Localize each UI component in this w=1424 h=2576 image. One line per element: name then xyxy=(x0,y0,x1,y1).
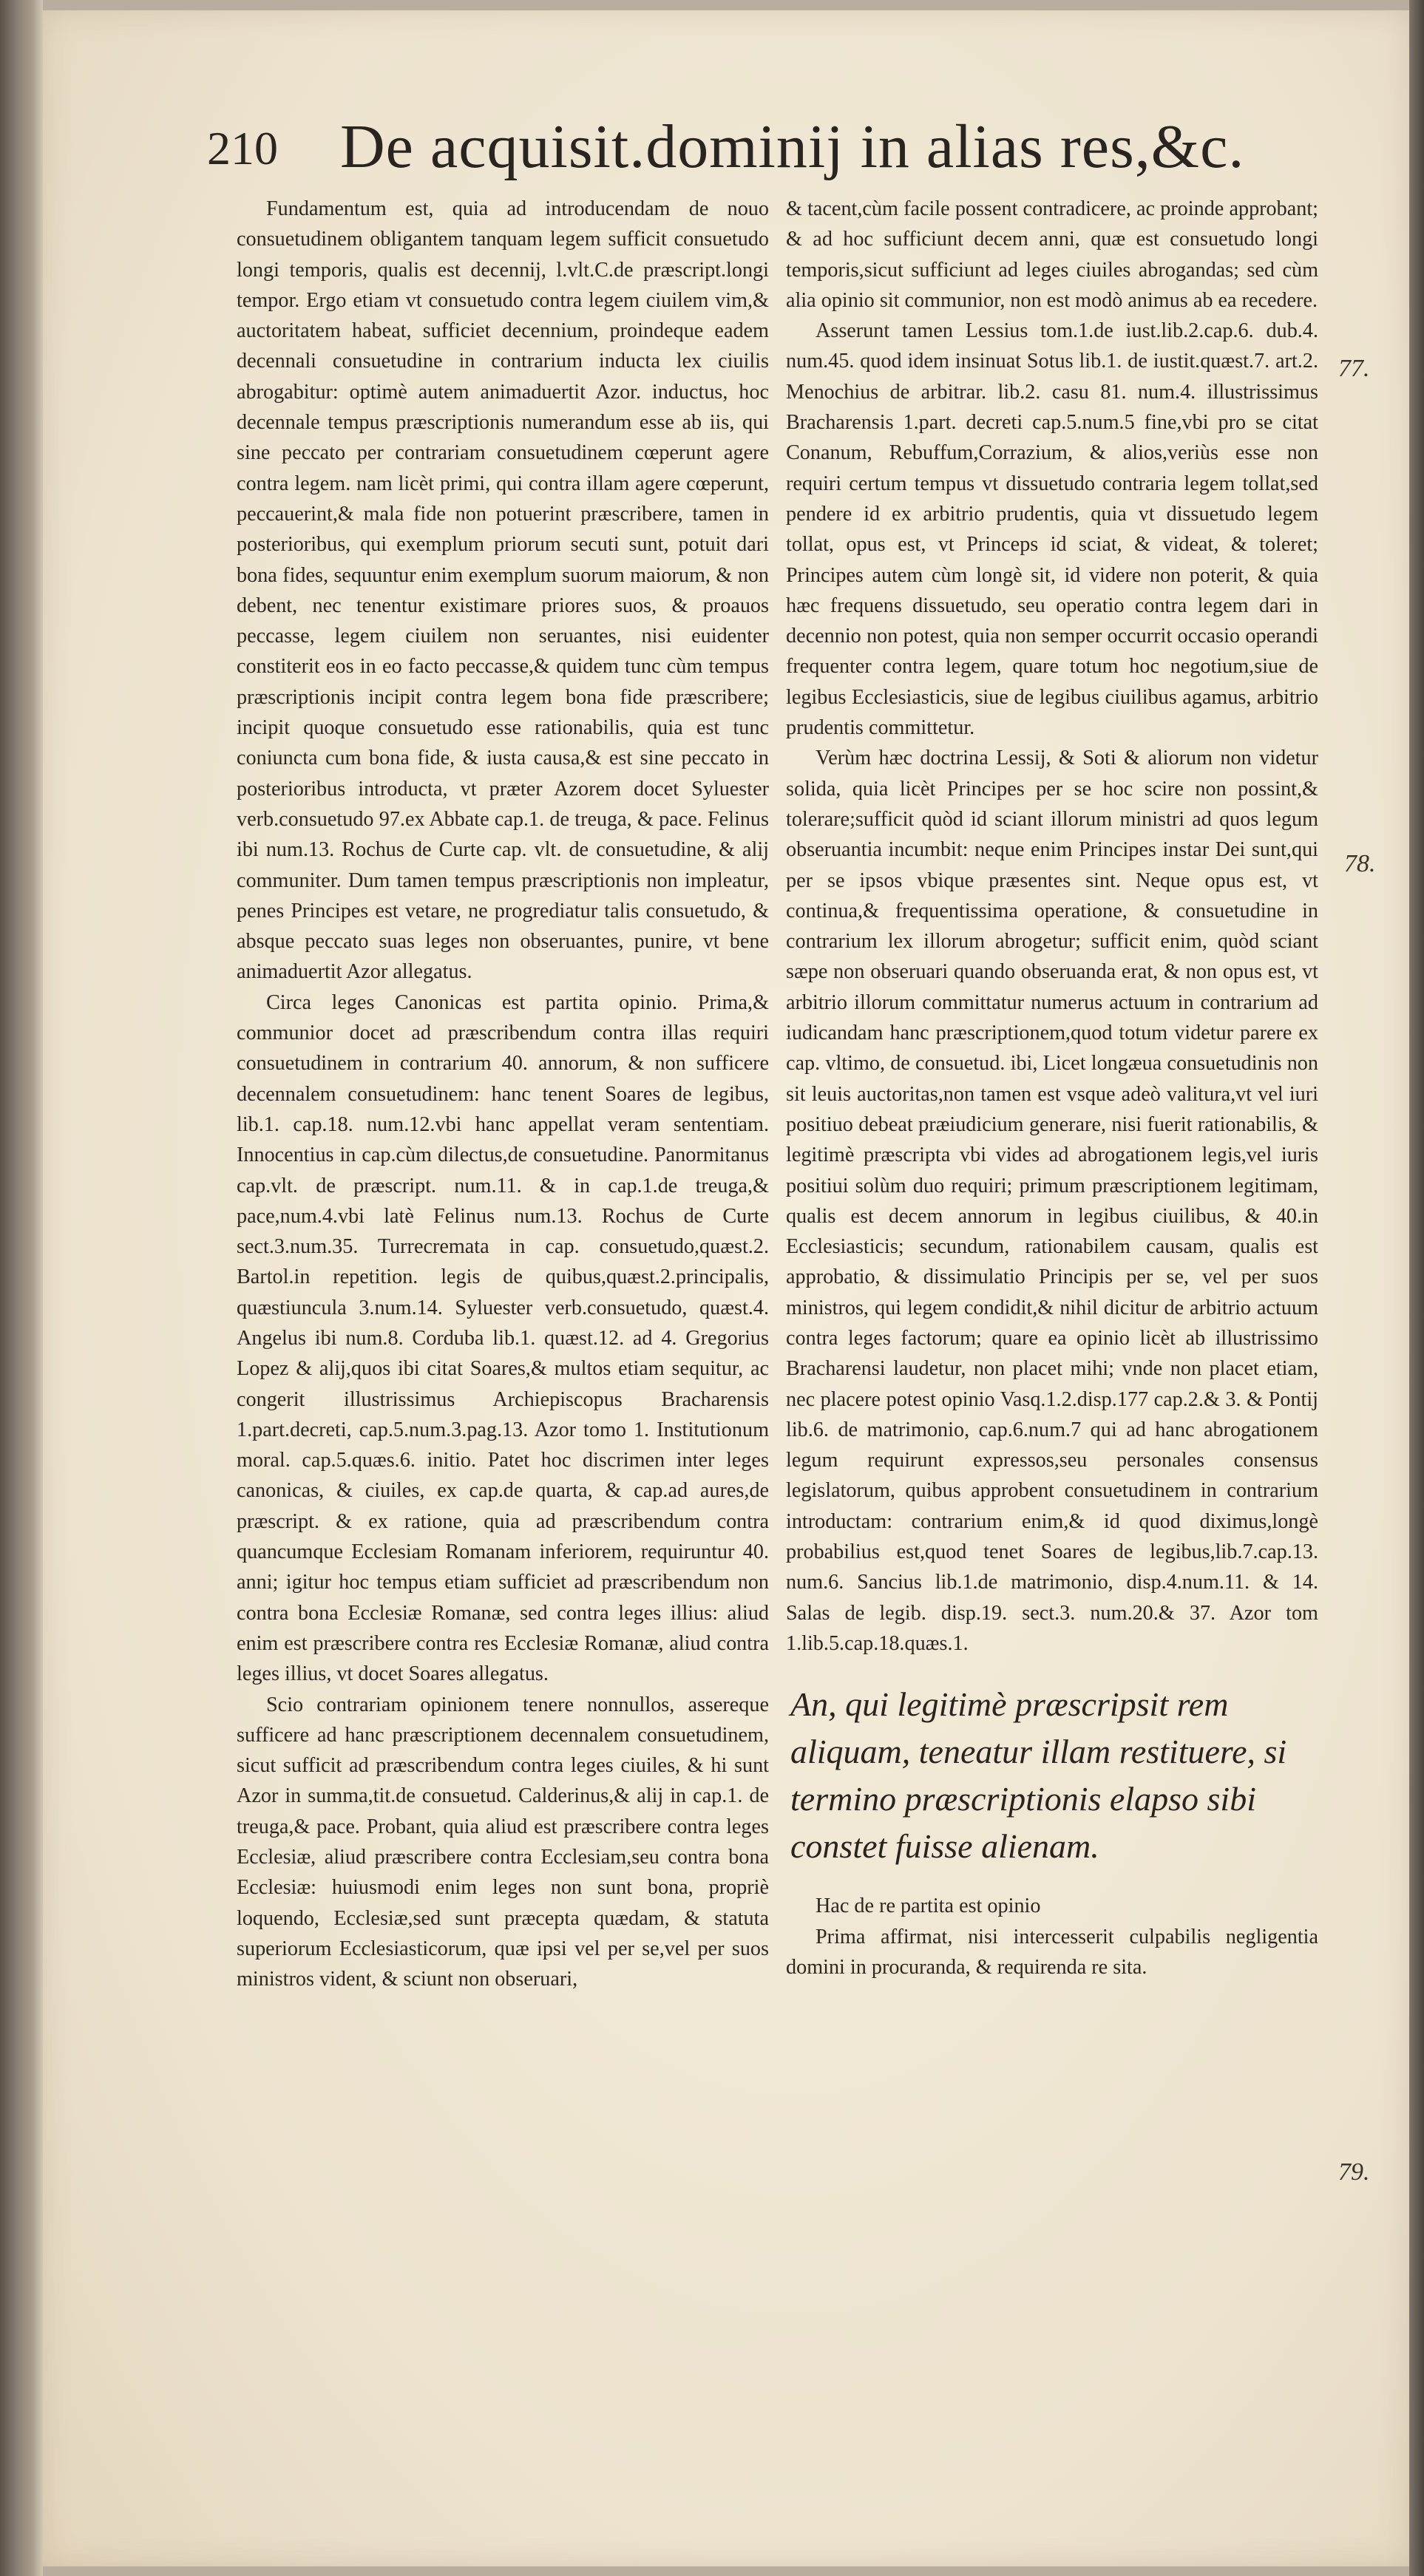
paragraph: Fundamentum est, quia ad introducendam de nouo consuetudinem obligantem tanquam legem sufficit consuetudo longi temporis, qualis est decennij, l.vlt.C.de præscript.longi tempor. Ergo etiam vt consuetudo contra legem ciuilem vim,& auctoritatem habeat, sufficiet decennium, proindeque eadem decennali consuetudine in contrarium inducta lex ciuilis abrogabitur: optimè autem animaduertit Azor. inductus, hoc decennale tempus præscriptionis numerandum esse ab iis, qui sine peccato per contrariam consuetudinem cœperunt agere contra legem. nam licèt primi, qui contra illam agere cœperunt, peccauerint,& mala fide non potuerint præscribere, tamen in posterioribus, qui exemplum priorum secuti sunt, potuit dari bona fides, sequuntur enim exemplum suorum maiorum, & non debent, nec tenentur existimare priores suos, & proauos peccasse, legem ciuilem non seruantes, nisi euidenter constiterit eos in eo facto peccasse,& quidem tunc cùm tempus præscriptionis incipit contra legem bona fide præscribere; incipit quoque consuetudo esse rationabilis, quia est tunc coniuncta cum bona fide, & iusta causa,& est sine peccato in posterioribus introducta, vt præter Azorem docet Syluester verb.consuetudo 97.ex Abbate cap.1. de treuga, & pace. Felinus ibi num.13. Rochus de Curte cap. vlt. de consuetudine, & alij communiter. Dum tamen tempus præscriptionis non impleatur, penes Principes est vetare, ne progrediatur talis consuetudo, & absque peccato suas leges non obseruantes, punire, vt bene animaduertit Azor allegatus. xyxy=(237,197,769,984)
right-column xyxy=(786,194,1318,1982)
book-gutter xyxy=(0,0,43,2576)
paragraph: Prima affirmat, nisi intercesserit culpabilis negligentia domini in procuranda, & requirenda re sita. xyxy=(786,1925,1318,1979)
margin-number: 78. xyxy=(1344,850,1376,877)
page-number: 210 xyxy=(207,122,278,174)
paragraph: Hac de re partita est opinio xyxy=(816,1894,1041,1918)
section-heading: An, qui legitimè præscripsit rem aliquam, teneatur illam restituere, si termino præscriptionis elapso sibi constet fuisse alienam. xyxy=(790,1685,1287,1866)
margin-number: 79. xyxy=(1338,2158,1370,2186)
page-header xyxy=(207,111,1245,192)
paragraph: Scio contrariam opinionem tenere nonnullos, assereque sufficere ad hanc præscriptionem decennalem consuetudinem, sicut sufficit ad præscribendum contra leges ciuiles, & hi sunt Azor in summa,tit.de consuetud. Calderinus,& alij in cap.1. de treuga,& pace. Probant, quia aliud est præscribere contra leges Ecclesiæ, aliud præscribere contra Ecclesiam,seu contra bona Ecclesiæ: huiusmodi enim leges non sunt bona, propriè loquendo, Ecclesiæ,sed sunt præcepta quædam, & statuta superiorum Ecclesiasticorum, quæ ipsi vel per se,vel per suos ministros vident, & sciunt non obseruari, xyxy=(237,1693,769,1991)
paragraph: Circa leges Canonicas est partita opinio. Prima,& communior docet ad præscribendum contra illas requiri consuetudinem in contrarium 40. annorum, & non sufficere decennalem consuetudinem: hanc tenent Soares de legibus, lib.1. cap.18. num.12.vbi hanc appellat veram sententiam. Innocentius in cap.cùm dilectus,de consuetudine. Panormitanus cap.vlt. de præscript. num.11. & in cap.1.de treuga,& pace,num.4.vbi latè Felinus num.13. Rochus de Curte sect.3.num.35. Turrecremata in cap. consuetudo,quæst.2. Bartol.in repetition. legis de quibus,quæst.2.principalis, quæstiuncula 3.num.14. Syluester verb.consuetudo, quæst.4. Angelus ibi num.8. Corduba lib.1. quæst.12. ad 4. Gregorius Lopez & alij,quos ibi citat Soares,& multos etiam sequitur, ac congerit illustrissimus Archiepiscopus Bracharensis 1.part.decreti, cap.5.num.3.pag.13. Azor tomo 1. Institutionum moral. cap.5.quæs.6. initio. Patet hoc discrimen inter leges canonicas, & ciuiles, ex cap.de quarta, & cap.ad aures,de præscript. & ex ratione, quia ad præscribendum contra quancumque Ecclesiam Romanam inferiorem, requiruntur 40. anni; igitur hoc tempus etiam sufficiet ad præscribendum non contra bona Ecclesiæ Romanæ, sed contra leges illius: aliud enim est præscribere contra res Ecclesiæ Romanæ, aliud contra leges illius, vt docet Soares allegatus. xyxy=(237,990,769,1686)
page-edge-right xyxy=(1409,0,1424,2576)
paragraph: Asserunt tamen Lessius tom.1.de iust.lib.2.cap.6. dub.4. num.45. quod idem insinuat Sotus lib.1. de iustit.quæst.7. art.2. Menochius de arbitrar. lib.2. casu 81. num.4. illustrissimus Bracharensis 1.part. decreti cap.5.num.5 fine,vbi pro se citat Conanum, Rebuffum,Corrazium, & alios,veriùs esse non requiri certum tempus vt dissuetudo contraria legem tollat,sed pendere id ex arbitrio prudentis, quia vt dissuetudo legem tollat, opus est, vt Princeps id sciat, & videat, & toleret; Principes autem cùm longè sit, id videre non poterit, & quia hæc frequens dissuetudo, seu operatio contra legem dari in decennio non potest, quia non semper occurrit occasio operandi frequenter contra legem, quare totum hoc negotium,siue de legibus Ecclesiasticis, siue de legibus ciuilibus agamus, arbitrio prudentis committetur. xyxy=(786,319,1318,740)
running-head: De acquisit.dominij in alias res,&c. xyxy=(340,112,1245,181)
paragraph: & tacent,cùm facile possent contradicere, ac proinde approbant; & ad hoc sufficiunt decem anni, quæ est consuetudo longi temporis,sicut sufficiunt ad leges ciuiles abrogandas; sed cùm alia opinio sit communior, non est modò animus ab ea recedere. xyxy=(786,197,1318,312)
margin-number: 77. xyxy=(1338,355,1370,382)
left-column xyxy=(237,194,769,1995)
paragraph: Verùm hæc doctrina Lessij, & Soti & aliorum non videtur solida, quia licèt Principes per se hoc scire non possint,& tolerare;sufficit quòd id sciant illorum ministri ad quos legum obseruantia incumbit: neque enim Principes instar Dei sunt,qui per se ipsos vbique præsentes sint. Neque opus est, vt continua,& frequentissima operatione, & consuetudine in contrarium lex illorum abrogetur; sufficit enim, quòd sciant sæpe non obseruari quando obseruanda erat, & non opus est, vt arbitrio illorum committatur numerus actuum in contrarium ad iudicandam hanc præscriptionem,quod totum videtur parere ex cap. vltimo, de consuetud. ibi, Licet longæua consuetudinis non sit leuis auctoritas,non tamen est vsque adeò valitura,vt vel iuri positiuo debeat præiudicium generare, nisi fuerit rationabilis, & legitimè præscripta vbi vides ad abrogationem legis,vel iuris positiui solùm duo requiri; primum præscriptionem legitimam, qualis est decem annorum in legibus ciuilibus, & 40.in Ecclesiasticis; secundum, rationabilem causam, qualis est approbatio, & dissimulatio Principis per se, vel per suos ministros, qui legem condidit,& nihil dicitur de arbitrio actuum contra leges factorum; quare ea opinio licèt ab illustrissimo Bracharensi laudetur, non placet mihi; vnde non placet etiam, nec placere potest opinio Vasq.1.2.disp.177 cap.2.& 3. & Pontij lib.6. de matrimonio, cap.6.num.7 qui ad hanc abrogationem legum requirunt expressos,seu personales consensus legislatorum, quibus approbent consuetudinem in contrarium introductam: contrarium enim,& id quod diximus,longè probabilius est,quod tenet Soares de legibus,lib.7.cap.13. num.6. Sancius lib.1.de matrimonio, disp.4.num.11. & 14. Salas de legib. disp.19. sect.3. num.20.& 37. Azor tom 1.lib.5.cap.18.quæs.1. xyxy=(786,747,1318,1655)
